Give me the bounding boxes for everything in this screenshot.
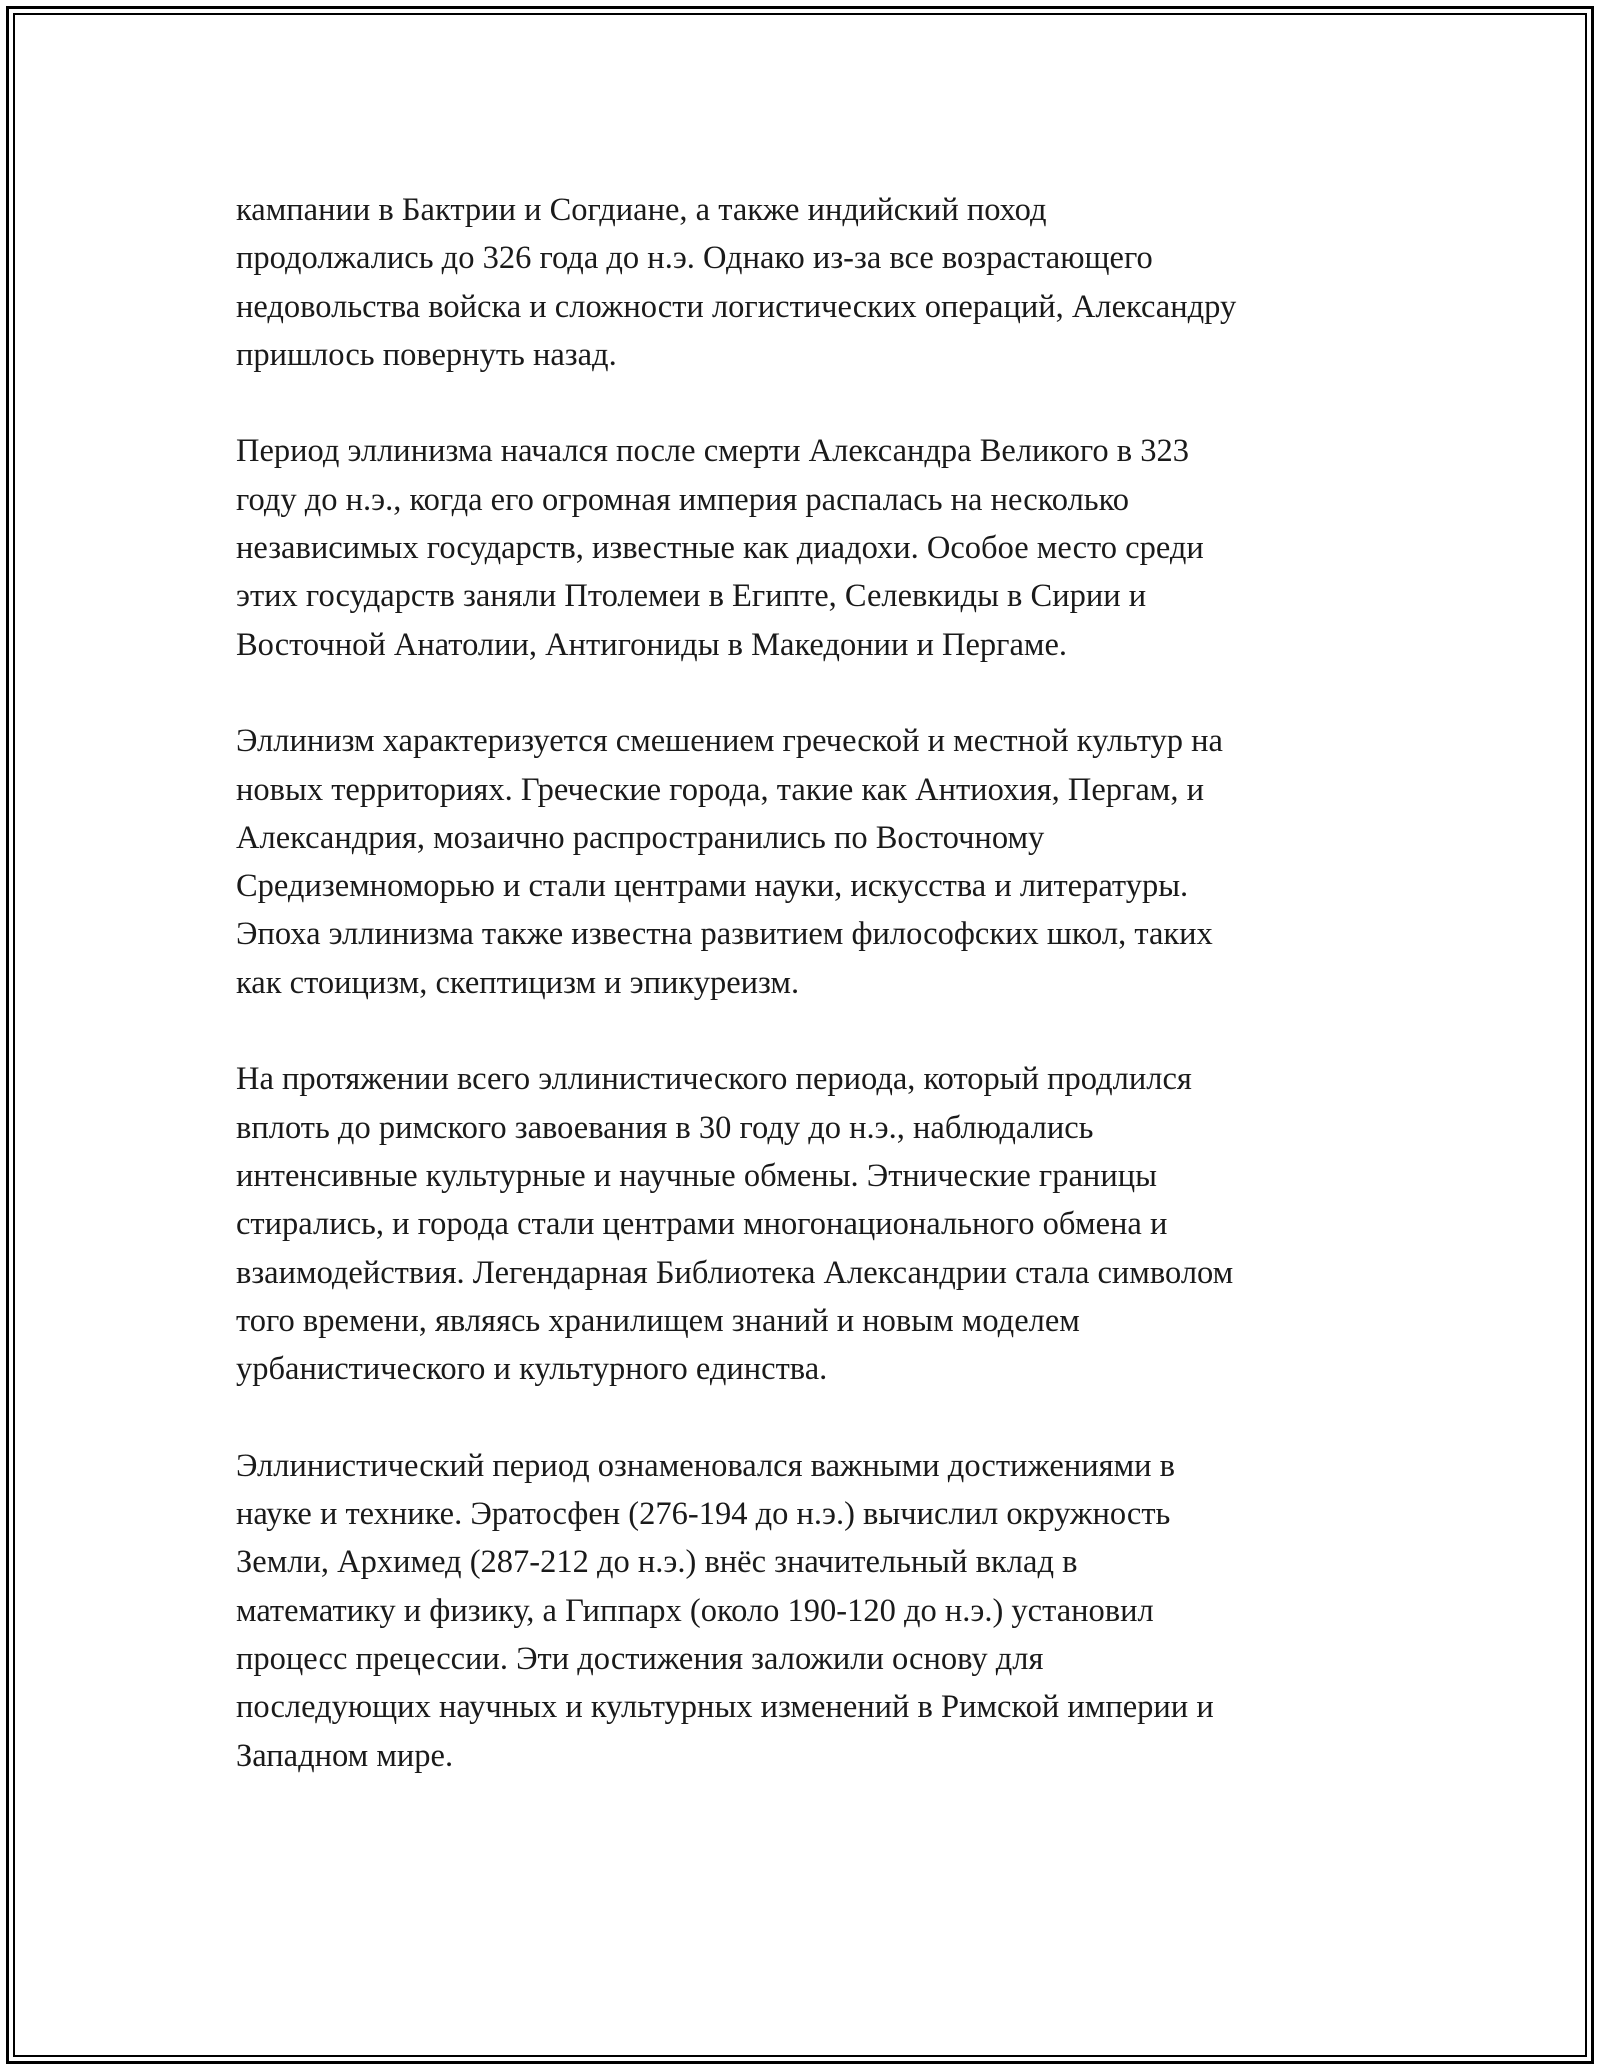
paragraph-science-achievements: Эллинистический период ознаменовался важными достижениями в науке и технике. Эратосфен (276-194 до н.э.) вычислил окружность Земли, Архимед (287-212 до н.э.) внёс значительный вклад в математику и физику, а Гиппарх (около 190-120 до н.э.) установил процесс прецессии. Эти достижения заложили основу для последующих научных и культурных изменений в Римской империи и Западном мире.: [236, 1447, 1214, 1774]
paragraph-alexander-campaigns: кампании в Бактрии и Согдиане, а также индийский поход продолжались до 326 года до н.э. Однако из-за все возрастающего недовольства войска и сложности логистических операций, Александру пришлось повернуть назад.: [236, 192, 1237, 373]
document-body: [236, 186, 1386, 1780]
paragraph-hellenism-culture: Эллинизм характеризуется смешением греческой и местной культур на новых территориях. Греческие города, такие как Антиохия, Пергам, и Александрия, мозаично распространились по Восточному Средиземноморью и стали центрами науки, искусства и литературы. Эпоха эллинизма также известна развитием философских школ, таких как стоицизм, скептицизм и эпикуреизм.: [236, 723, 1223, 1001]
paragraph-hellenism-start: Период эллинизма начался после смерти Александра Великого в 323 году до н.э., когда его огромная империя распалась на несколько независимых государств, известные как диадохи. Особое место среди этих государств заняли Птолемеи в Египте, Селевкиды в Сирии и Восточной Анатолии, Антигониды в Македонии и Пергаме.: [236, 433, 1204, 663]
paragraph-hellenistic-exchange: На протяжении всего эллинистического периода, который продлился вплоть до римского завоевания в 30 году до н.э., наблюдались интенсивные культурные и научные обмены. Этнические границы стирались, и города стали центрами многонационального обмена и взаимодействия. Легендарная Библиотека Александрии стала символом того времени, являясь хранилищем знаний и новым моделем урбанистического и культурного единства.: [236, 1061, 1234, 1388]
